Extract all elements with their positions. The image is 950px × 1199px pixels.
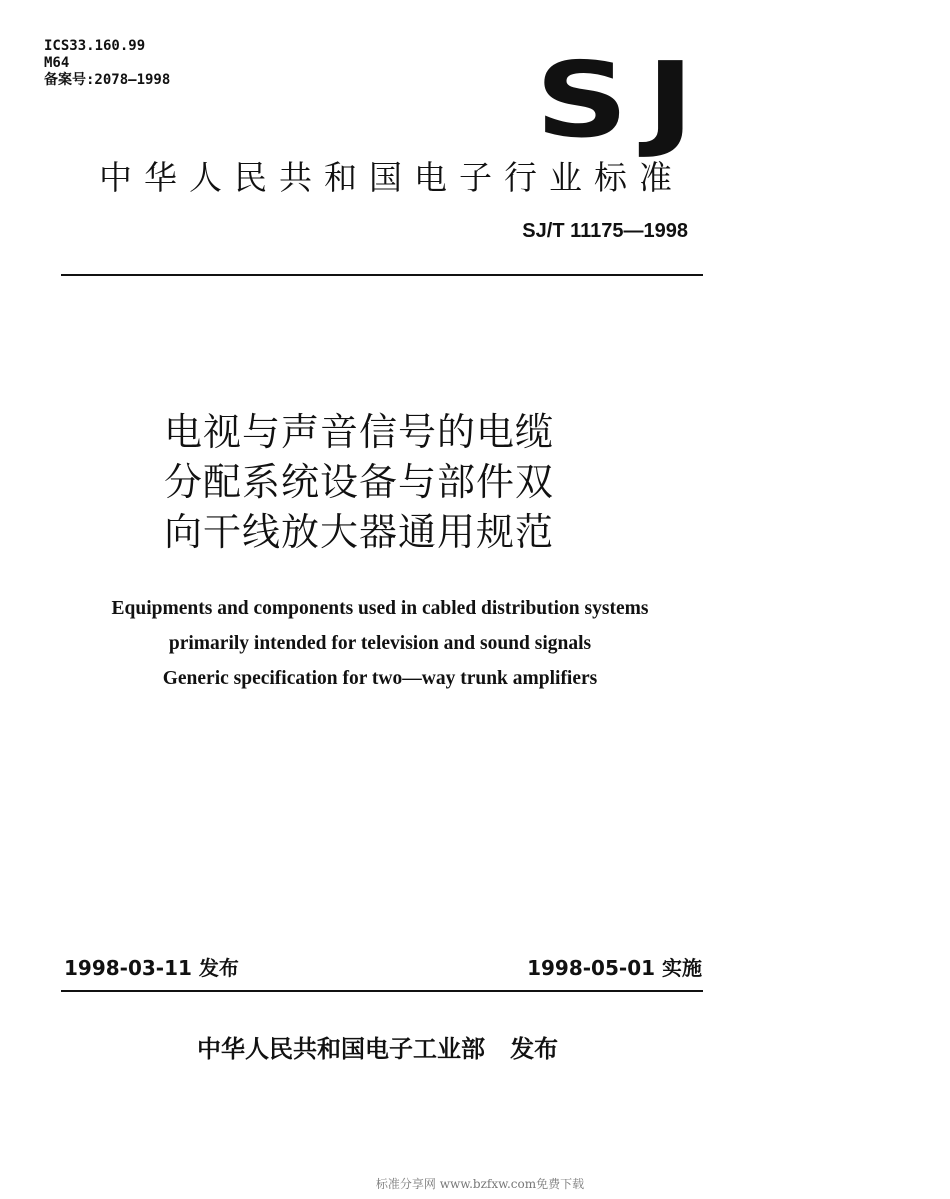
title-english-line-2: primarily intended for television and sound signals bbox=[168, 633, 592, 654]
title-english-line-1: Equipments and components used in cabled distribution systems bbox=[111, 598, 649, 619]
sj-logo: SJ bbox=[535, 39, 713, 161]
classification-code: M64 bbox=[44, 55, 70, 71]
footer-divider bbox=[61, 990, 703, 992]
title-chinese-line-2: 分配系统设备与部件双 bbox=[164, 460, 555, 504]
implementation-date: 1998-05-01 实施 bbox=[527, 956, 702, 980]
standard-number: SJ/T 11175—1998 bbox=[522, 220, 688, 242]
filing-number: 备案号:2078—1998 bbox=[44, 72, 171, 88]
industry-standard-label: 中华人民共和国电子行业标准 bbox=[99, 158, 684, 197]
watermark-footer: 标准分享网 www.bzfxw.com免费下载 bbox=[375, 1177, 585, 1191]
header-divider bbox=[61, 274, 703, 276]
ics-code: ICS33.160.99 bbox=[44, 38, 146, 54]
issue-date: 1998-03-11 发布 bbox=[64, 956, 239, 980]
title-english-line-3: Generic specification for two—way trunk amplifiers bbox=[162, 668, 598, 689]
issuer: 中华人民共和国电子工业部 发布 bbox=[197, 1035, 559, 1063]
title-chinese-line-3: 向干线放大器通用规范 bbox=[164, 510, 555, 554]
title-chinese-line-1: 电视与声音信号的电缆 bbox=[164, 410, 555, 454]
